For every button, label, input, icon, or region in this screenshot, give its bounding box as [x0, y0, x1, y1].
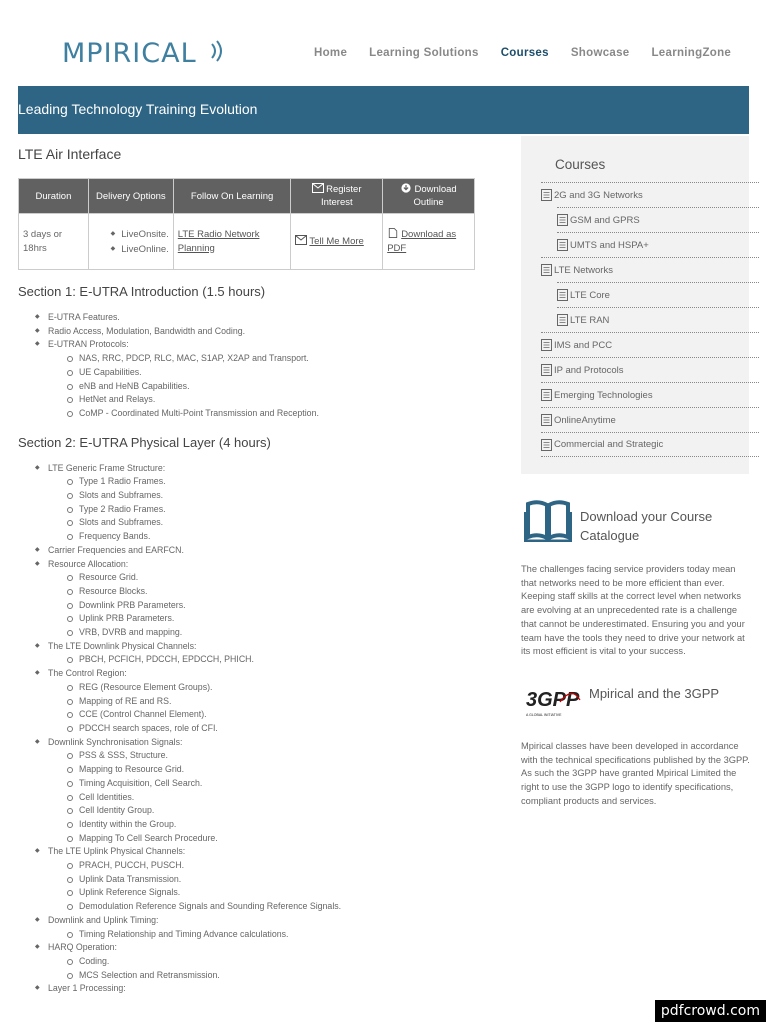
subtopic-list [48, 859, 478, 914]
sidebar-item-gsm-and-gprs[interactable] [557, 207, 759, 232]
follow-on-link[interactable]: LTE Radio Network Planning [177, 228, 260, 254]
header-register-label: Register Interest [320, 184, 362, 208]
document-icon [541, 339, 552, 351]
document-icon [557, 239, 568, 251]
document-icon [541, 264, 552, 276]
nav-learningzone[interactable]: LearningZone [651, 47, 732, 59]
envelope-icon [295, 235, 307, 245]
subtopic-item: Downlink PRB Parameters. [79, 599, 478, 613]
subtopic-item: eNB and HeNB Capabilities. [79, 380, 478, 394]
nav-showcase[interactable]: Showcase [570, 47, 630, 59]
sidebar-item-label: 2G and 3G Networks [554, 189, 643, 201]
download-circle-icon [400, 183, 412, 193]
signal-waves-icon [210, 40, 228, 62]
subtopic-item: Identity within the Group. [79, 818, 478, 832]
sidebar-item-label: OnlineAnytime [554, 414, 616, 426]
pdf-file-icon [387, 228, 399, 238]
sidebar-item-2g-and-3g-networks[interactable] [541, 182, 759, 207]
subtopic-item: UE Capabilities. [79, 366, 478, 380]
header-duration: Duration [19, 179, 89, 214]
sidebar-item-label: LTE Networks [554, 264, 613, 276]
sidebar-item-label: LTE RAN [570, 314, 610, 326]
main-nav [314, 47, 753, 59]
subtopic-item: PSS & SSS, Structure. [79, 749, 478, 763]
topic-label: Radio Access, Modulation, Bandwidth and Coding. [48, 325, 246, 336]
register-cell [291, 214, 383, 270]
topic-label: Downlink and Uplink Timing: [48, 914, 159, 925]
topic-item [48, 914, 478, 941]
nav-learning-solutions[interactable]: Learning Solutions [369, 47, 479, 59]
topic-item [48, 845, 478, 914]
duration-value: 3 days or 18hrs [19, 214, 89, 270]
subtopic-item: Resource Blocks. [79, 585, 478, 599]
subtopic-item: Type 2 Radio Frames. [79, 503, 478, 517]
subtopic-item: Resource Grid. [79, 571, 478, 585]
sidebar-item-label: GSM and GPRS [570, 214, 640, 226]
subtopic-item: CCE (Control Channel Element). [79, 708, 478, 722]
sidebar-item-label: UMTS and HSPA+ [570, 239, 649, 251]
topic-label: The Control Region: [48, 668, 127, 679]
topic-item [48, 462, 478, 544]
subtopic-item: Timing Relationship and Timing Advance calculations. [79, 928, 478, 942]
subtopic-item: Frequency Bands. [79, 530, 478, 544]
document-icon [557, 214, 568, 226]
banner-title: Leading Technology Training Evolution [18, 101, 258, 117]
subtopic-item: Mapping of RE and RS. [79, 695, 478, 709]
subtopic-list [48, 653, 478, 667]
subtopic-item: Uplink PRB Parameters. [79, 612, 478, 626]
subtopic-item: Cell Identity Group. [79, 804, 478, 818]
sidebar-item-label: Commercial and Strategic [554, 439, 664, 450]
sidebar-item-onlineanytime[interactable] [541, 407, 759, 432]
sidebar-item-label: Emerging Technologies [554, 389, 653, 401]
subtopic-list [48, 955, 478, 982]
pdfcrowd-watermark[interactable]: pdfcrowd.com [655, 1000, 766, 1022]
delivery-options [88, 214, 173, 270]
section-topic-list [18, 311, 478, 421]
logo-text: MPIRICAL [62, 38, 197, 69]
sidebar-item-label: IMS and PCC [554, 339, 613, 351]
svg-text:A GLOBAL INITIATIVE: A GLOBAL INITIATIVE [526, 713, 562, 717]
header-follow-on: Follow On Learning [173, 179, 291, 214]
subtopic-list [48, 571, 478, 640]
subtopic-item: Uplink Reference Signals. [79, 886, 478, 900]
courses-sidebar [521, 136, 749, 474]
sidebar-item-lte-ran[interactable] [557, 307, 759, 332]
subtopic-item: Timing Acquisition, Cell Search. [79, 777, 478, 791]
3gpp-title: Mpirical and the 3GPP [589, 686, 720, 701]
topic-item [48, 311, 478, 325]
document-icon [541, 364, 552, 376]
subtopic-item: Mapping to Resource Grid. [79, 763, 478, 777]
subtopic-item: Slots and Subframes. [79, 516, 478, 530]
subtopic-item: PRACH, PUCCH, PUSCH. [79, 859, 478, 873]
document-icon [541, 439, 552, 451]
topic-label: HARQ Operation: [48, 942, 117, 953]
delivery-option: ◆ LiveOnline. [93, 242, 169, 257]
3gpp-logo [524, 684, 582, 720]
topic-item [48, 558, 478, 640]
subtopic-item: Cell Identities. [79, 791, 478, 805]
sidebar-item-label: LTE Core [570, 289, 610, 301]
section-title: Section 2: E-UTRA Physical Layer (4 hours) [18, 434, 271, 450]
sidebar-item-lte-networks[interactable] [541, 257, 759, 282]
sidebar-title: Courses [555, 157, 606, 172]
topic-item [48, 640, 478, 667]
topic-label: E-UTRAN Protocols: [48, 339, 129, 350]
sidebar-course-list [541, 182, 759, 457]
header-register [291, 179, 383, 214]
envelope-icon [312, 183, 324, 193]
main-content [18, 146, 478, 996]
sidebar-item-lte-core[interactable] [557, 282, 759, 307]
topic-label: Layer 1 Processing: [48, 983, 126, 994]
subtopic-item: MCS Selection and Retransmission. [79, 969, 478, 983]
subtopic-list [48, 475, 478, 544]
subtopic-item: Coding. [79, 955, 478, 969]
course-title: LTE Air Interface [18, 146, 122, 162]
tell-me-more-link[interactable]: Tell Me More [309, 235, 364, 247]
topic-item [48, 736, 478, 846]
subtopic-item: Type 1 Radio Frames. [79, 475, 478, 489]
book-icon[interactable] [524, 500, 572, 542]
document-icon [557, 314, 568, 326]
subtopic-item: PBCH, PCFICH, PDCCH, EPDCCH, PHICH. [79, 653, 478, 667]
sidebar-item-umts-and-hspa-[interactable] [557, 232, 759, 257]
sidebar-item-emerging-technologies[interactable] [541, 382, 759, 407]
subtopic-item: CoMP - Coordinated Multi-Point Transmission and Reception. [79, 407, 478, 421]
topic-item [48, 325, 478, 339]
topic-item [48, 941, 478, 982]
topic-label: Downlink Synchronisation Signals: [48, 736, 183, 747]
topic-label: Carrier Frequencies and EARFCN. [48, 544, 184, 555]
catalogue-title[interactable]: Download your Course Catalogue [580, 509, 713, 543]
sidebar-item-ip-and-protocols[interactable] [541, 357, 759, 382]
document-icon [557, 289, 568, 301]
topic-label: Resource Allocation: [48, 558, 129, 569]
topic-label: E-UTRA Features. [48, 312, 120, 322]
subtopic-list [48, 681, 478, 736]
catalogue-text: The challenges facing service providers today mean that networks need to be more efficient than ever. Keeping staff skills at the correct level when networks are evolving at an unprecedented rate is a challenge that cannot be underestimated. Ensuring you and your team have the tools they need to drive your network at its most efficient is vital to your success. [521, 564, 745, 657]
subtopic-item: PDCCH search spaces, role of CFI. [79, 722, 478, 736]
sidebar-item-label: IP and Protocols [554, 364, 624, 376]
course-info-table [18, 178, 475, 270]
mpirical-logo[interactable] [62, 38, 222, 70]
page-banner [18, 86, 749, 134]
nav-courses[interactable]: Courses [500, 47, 549, 59]
download-pdf-link[interactable]: Download as PDF [387, 228, 457, 254]
section-title: Section 1: E-UTRA Introduction (1.5 hours) [18, 284, 266, 299]
subtopic-item: VRB, DVRB and mapping. [79, 626, 478, 640]
header-download-label: Download Outline [413, 184, 457, 208]
subtopic-item: Slots and Subframes. [79, 489, 478, 503]
subtopic-item: NAS, RRC, PDCP, RLC, MAC, S1AP, X2AP and Transport. [79, 352, 478, 366]
topic-label: The LTE Downlink Physical Channels: [48, 640, 197, 651]
topic-item [48, 982, 478, 996]
sidebar-item-commercial-and-strategic[interactable] [541, 432, 759, 457]
topic-item [48, 544, 478, 558]
header-download [383, 179, 475, 214]
svg-text:3GPP: 3GPP [526, 689, 580, 711]
subtopic-item: Uplink Data Transmission. [79, 873, 478, 887]
header-delivery: Delivery Options [88, 179, 173, 214]
sidebar-item-ims-and-pcc[interactable] [541, 332, 759, 357]
nav-home[interactable]: Home [314, 47, 348, 59]
course-sections [18, 284, 478, 996]
topic-label: LTE Generic Frame Structure: [48, 462, 166, 473]
subtopic-item: Demodulation Reference Signals and Sounding Reference Signals. [79, 900, 478, 914]
topic-item [48, 338, 478, 420]
subtopic-list [48, 749, 478, 845]
delivery-option: ◆ LiveOnsite. [93, 227, 169, 242]
subtopic-item: REG (Resource Element Groups). [79, 681, 478, 695]
download-cell [383, 214, 475, 270]
document-icon [541, 189, 552, 201]
subtopic-item: Mapping To Cell Search Procedure. [79, 832, 478, 846]
subtopic-item: HetNet and Relays. [79, 393, 478, 407]
follow-on-cell [173, 214, 291, 270]
3gpp-block [524, 684, 720, 725]
topic-label: The LTE Uplink Physical Channels: [48, 846, 186, 857]
subtopic-list [48, 928, 478, 942]
document-icon [541, 414, 552, 426]
topic-item [48, 667, 478, 736]
section-topic-list [18, 462, 478, 996]
3gpp-text: Mpirical classes have been developed in accordance with the technical specifications published by the 3GPP. As such the 3GPP have granted Mpirical Limited the right to use the 3GPP logo to identify specifications, compliant products and services. [521, 741, 750, 806]
subtopic-list [48, 352, 478, 421]
document-icon [541, 389, 552, 401]
